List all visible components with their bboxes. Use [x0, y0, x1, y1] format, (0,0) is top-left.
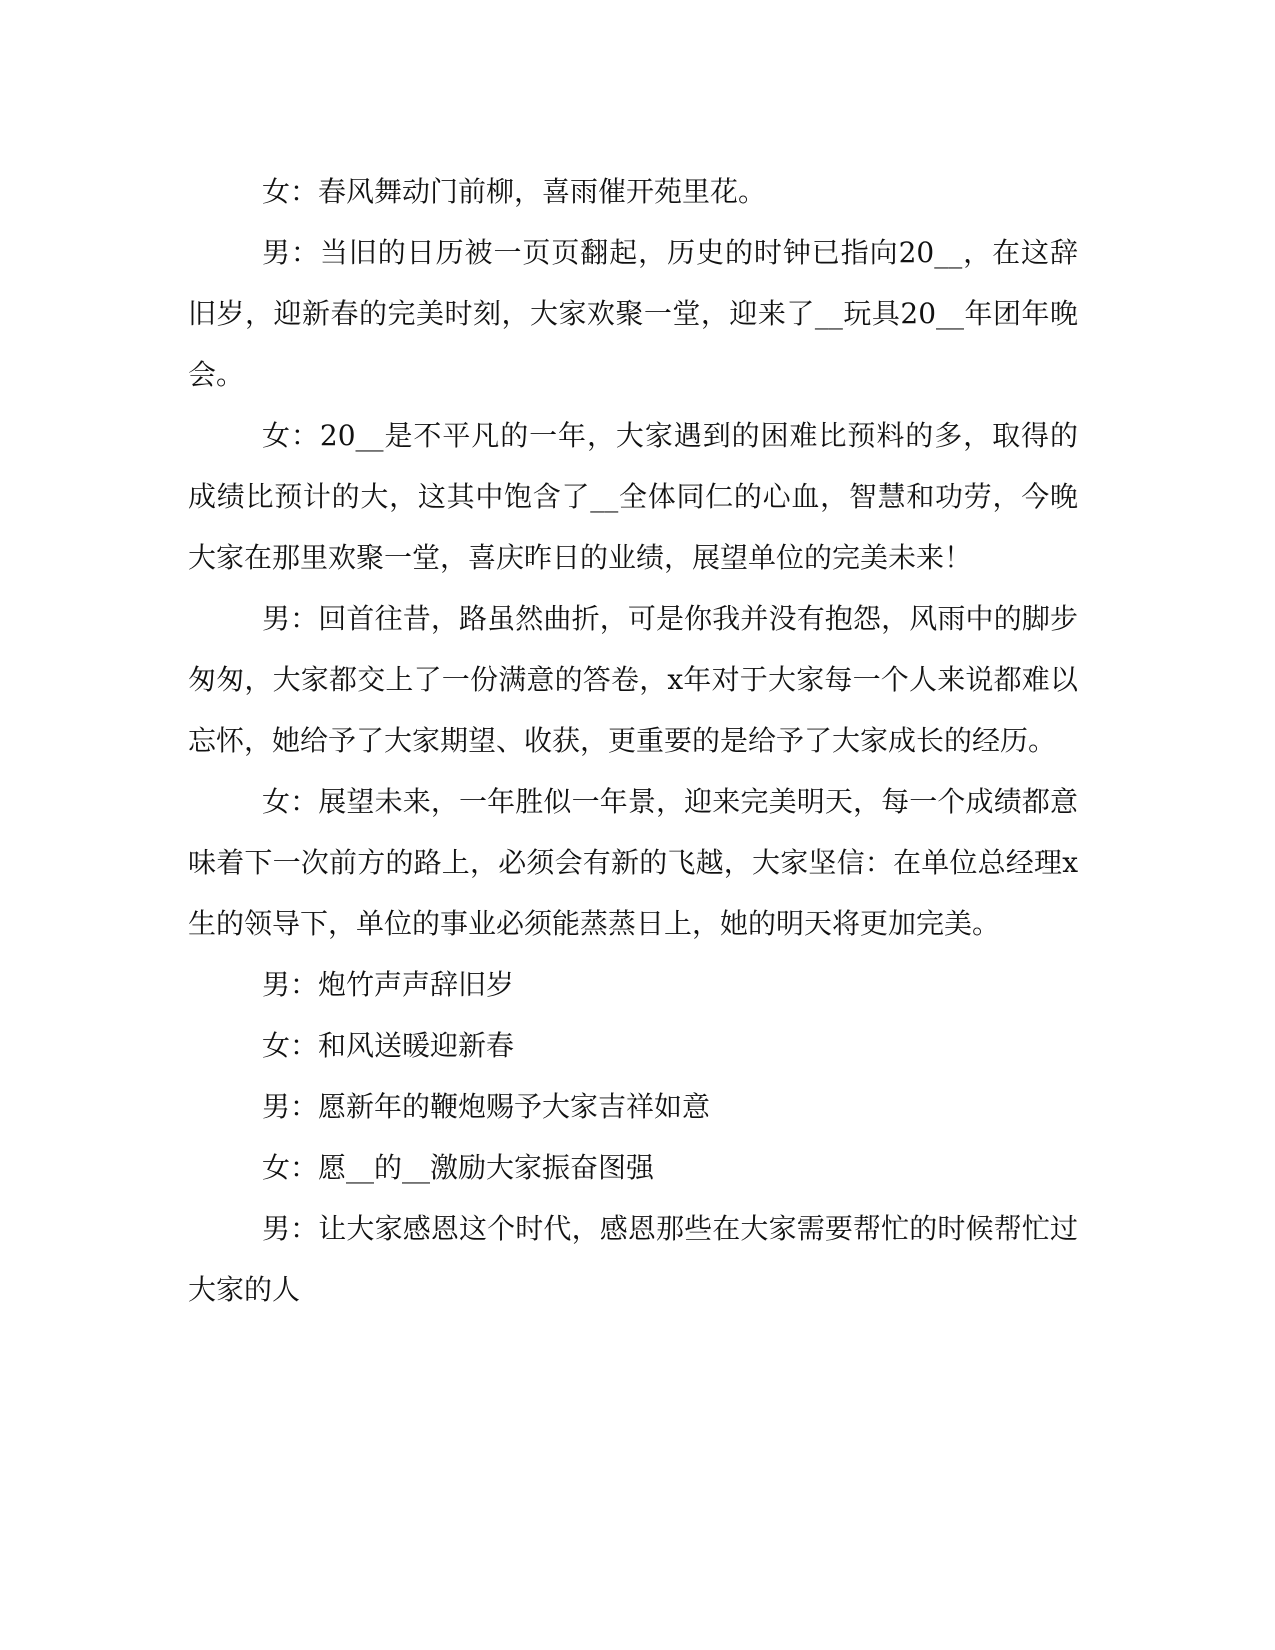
paragraph: 女：愿__的__激励大家振奋图强 [262, 1151, 655, 1184]
paragraph: 男：回首往昔，路虽然曲折，可是你我并没有抱怨，风雨中的脚步匆匆，大家都交上了一份满意的答卷，x年对于大家每一个人来说都难以忘怀，她给予了大家期望、收获，更重要的是给予了大家成长的经历。 [188, 602, 1078, 757]
paragraph: 男：愿新年的鞭炮赐予大家吉祥如意 [262, 1090, 711, 1123]
paragraph: 女：20__是不平凡的一年，大家遇到的困难比预料的多，取得的成绩比预计的大，这其中饱含了__全体同仁的心血，智慧和功劳，今晚大家在那里欢聚一堂，喜庆昨日的业绩，展望单位的完美未来！ [188, 419, 1078, 574]
paragraph: 男：炮竹声声辞旧岁 [262, 968, 515, 1001]
paragraph: 女：春风舞动门前柳，喜雨催开苑里花。 [262, 175, 767, 208]
paragraph: 男：让大家感恩这个时代，感恩那些在大家需要帮忙的时候帮忙过大家的人 [188, 1212, 1078, 1306]
paragraph: 女：展望未来，一年胜似一年景，迎来完美明天，每一个成绩都意味着下一次前方的路上，必须会有新的飞越，大家坚信：在单位总经理x生的领导下，单位的事业必须能蒸蒸日上，她的明天将更加完美。 [188, 785, 1078, 940]
document-body [188, 161, 1078, 1320]
paragraph: 男：当旧的日历被一页页翻起，历史的时钟已指向20__，在这辞旧岁，迎新春的完美时刻，大家欢聚一堂，迎来了__玩具20__年团年晚会。 [188, 236, 1078, 391]
paragraph: 女：和风送暖迎新春 [262, 1029, 515, 1062]
